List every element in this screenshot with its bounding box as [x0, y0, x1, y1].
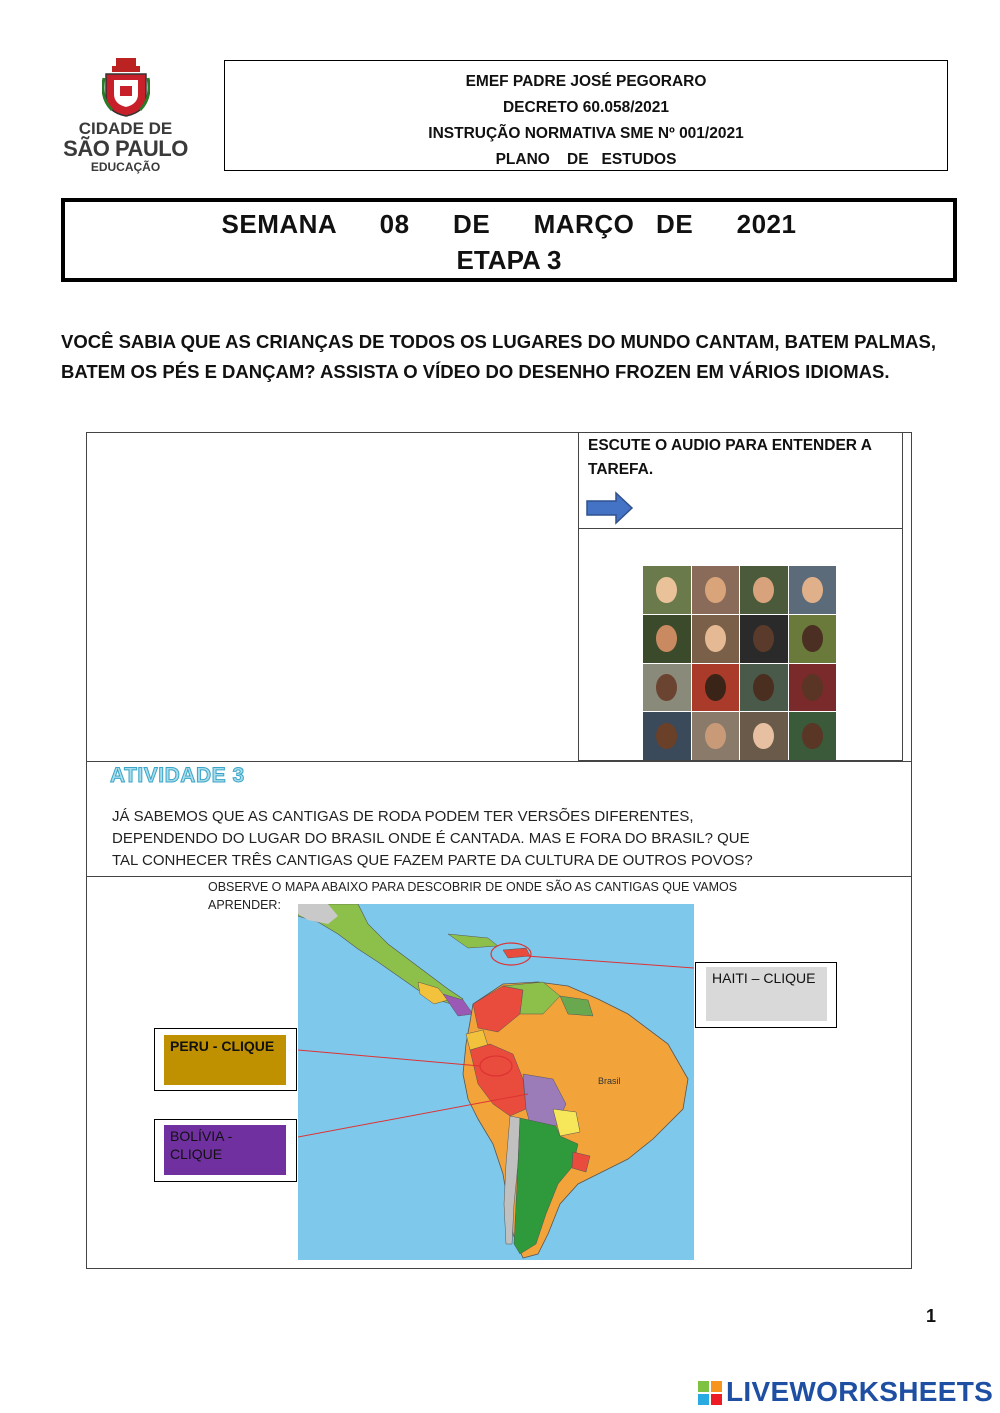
decree: DECRETO 60.058/2021	[502, 99, 669, 116]
face-photo	[740, 615, 788, 663]
logo-line3: EDUCAÇÃO	[90, 160, 161, 174]
activity-text	[112, 806, 872, 872]
face-photo	[789, 712, 837, 760]
normative-instruction: INSTRUÇÃO NORMATIVA SME Nº 001/2021	[428, 125, 744, 142]
right-arrow-icon[interactable]	[586, 491, 634, 525]
face-photo	[789, 664, 837, 712]
peru-link-button[interactable]	[164, 1035, 286, 1085]
bolivia-link-label: BOLÍVIA - CLIQUE	[170, 1128, 233, 1162]
map-caption-line: OBSERVE O MAPA ABAIXO PARA DESCOBRIR DE ONDE SÃO AS CANTIGAS QUE VAMOS	[208, 880, 738, 894]
map-region	[503, 948, 530, 958]
face-photo	[740, 566, 788, 614]
school-name: EMEF PADRE JOSÉ PEGORARO	[465, 73, 707, 90]
face-photo	[643, 566, 691, 614]
logo-line1: CIDADE DE	[78, 119, 173, 138]
coat-of-arms-icon	[102, 58, 150, 118]
intro-text: VOCÊ SABIA QUE AS CRIANÇAS DE TODOS OS LUGARES DO MUNDO CANTAM, BATEM PALMAS, BATEM OS PÉS E DANÇAM? ASSISTA O VÍDEO DO DESENHO FROZEN EM VÁRIOS IDIOMAS.	[61, 331, 937, 382]
week-box	[61, 198, 957, 282]
sao-paulo-logo	[58, 58, 193, 180]
activity-title: ATIVIDADE 3	[110, 764, 245, 787]
face-photo	[789, 566, 837, 614]
study-plan: PLANO DE ESTUDOS	[495, 151, 677, 168]
week-title: SEMANA 08 DE MARÇO DE 2021	[221, 209, 797, 239]
face-photo	[643, 712, 691, 760]
column-divider	[578, 433, 579, 761]
face-photo	[740, 664, 788, 712]
activity-text-line: TAL CONHECER TRÊS CANTIGAS QUE FAZEM PARTE DA CULTURA DE OUTROS POVOS?	[112, 852, 753, 869]
bolivia-link-button[interactable]	[164, 1125, 286, 1175]
children-faces-collage	[643, 566, 836, 760]
row-divider	[87, 876, 911, 877]
cell-divider	[578, 528, 902, 529]
haiti-link-button[interactable]	[706, 967, 827, 1021]
peru-link-label: PERU - CLIQUE	[170, 1038, 275, 1054]
brazil-label: Brasil	[598, 1076, 621, 1086]
liveworksheets-watermark: LIVEWORKSHEETS	[726, 1376, 994, 1407]
face-photo	[692, 566, 740, 614]
face-photo	[692, 664, 740, 712]
cell-divider	[578, 760, 902, 762]
latin-america-map	[298, 904, 694, 1260]
column-divider	[902, 433, 903, 761]
haiti-link-label: HAITI – CLIQUE	[712, 970, 816, 986]
activity-text-line: DEPENDENDO DO LUGAR DO BRASIL ONDE É CANTADA. MAS E FORA DO BRASIL? QUE	[112, 830, 750, 847]
stage-title: ETAPA 3	[456, 245, 562, 275]
face-photo	[643, 615, 691, 663]
audio-instruction: ESCUTE O AUDIO PARA ENTENDER A TAREFA.	[588, 437, 872, 478]
face-photo	[789, 615, 837, 663]
face-photo	[692, 615, 740, 663]
activity-text-line: JÁ SABEMOS QUE AS CANTIGAS DE RODA PODEM TER VERSÕES DIFERENTES,	[112, 808, 694, 825]
school-header-box	[224, 60, 948, 171]
face-photo	[643, 664, 691, 712]
liveworksheets-logo-icon	[698, 1381, 722, 1405]
map-caption-line: APRENDER:	[208, 898, 281, 912]
logo-line2: SÃO PAULO	[63, 136, 188, 161]
face-photo	[740, 712, 788, 760]
page-number: 1	[926, 1306, 937, 1326]
face-photo	[692, 712, 740, 760]
